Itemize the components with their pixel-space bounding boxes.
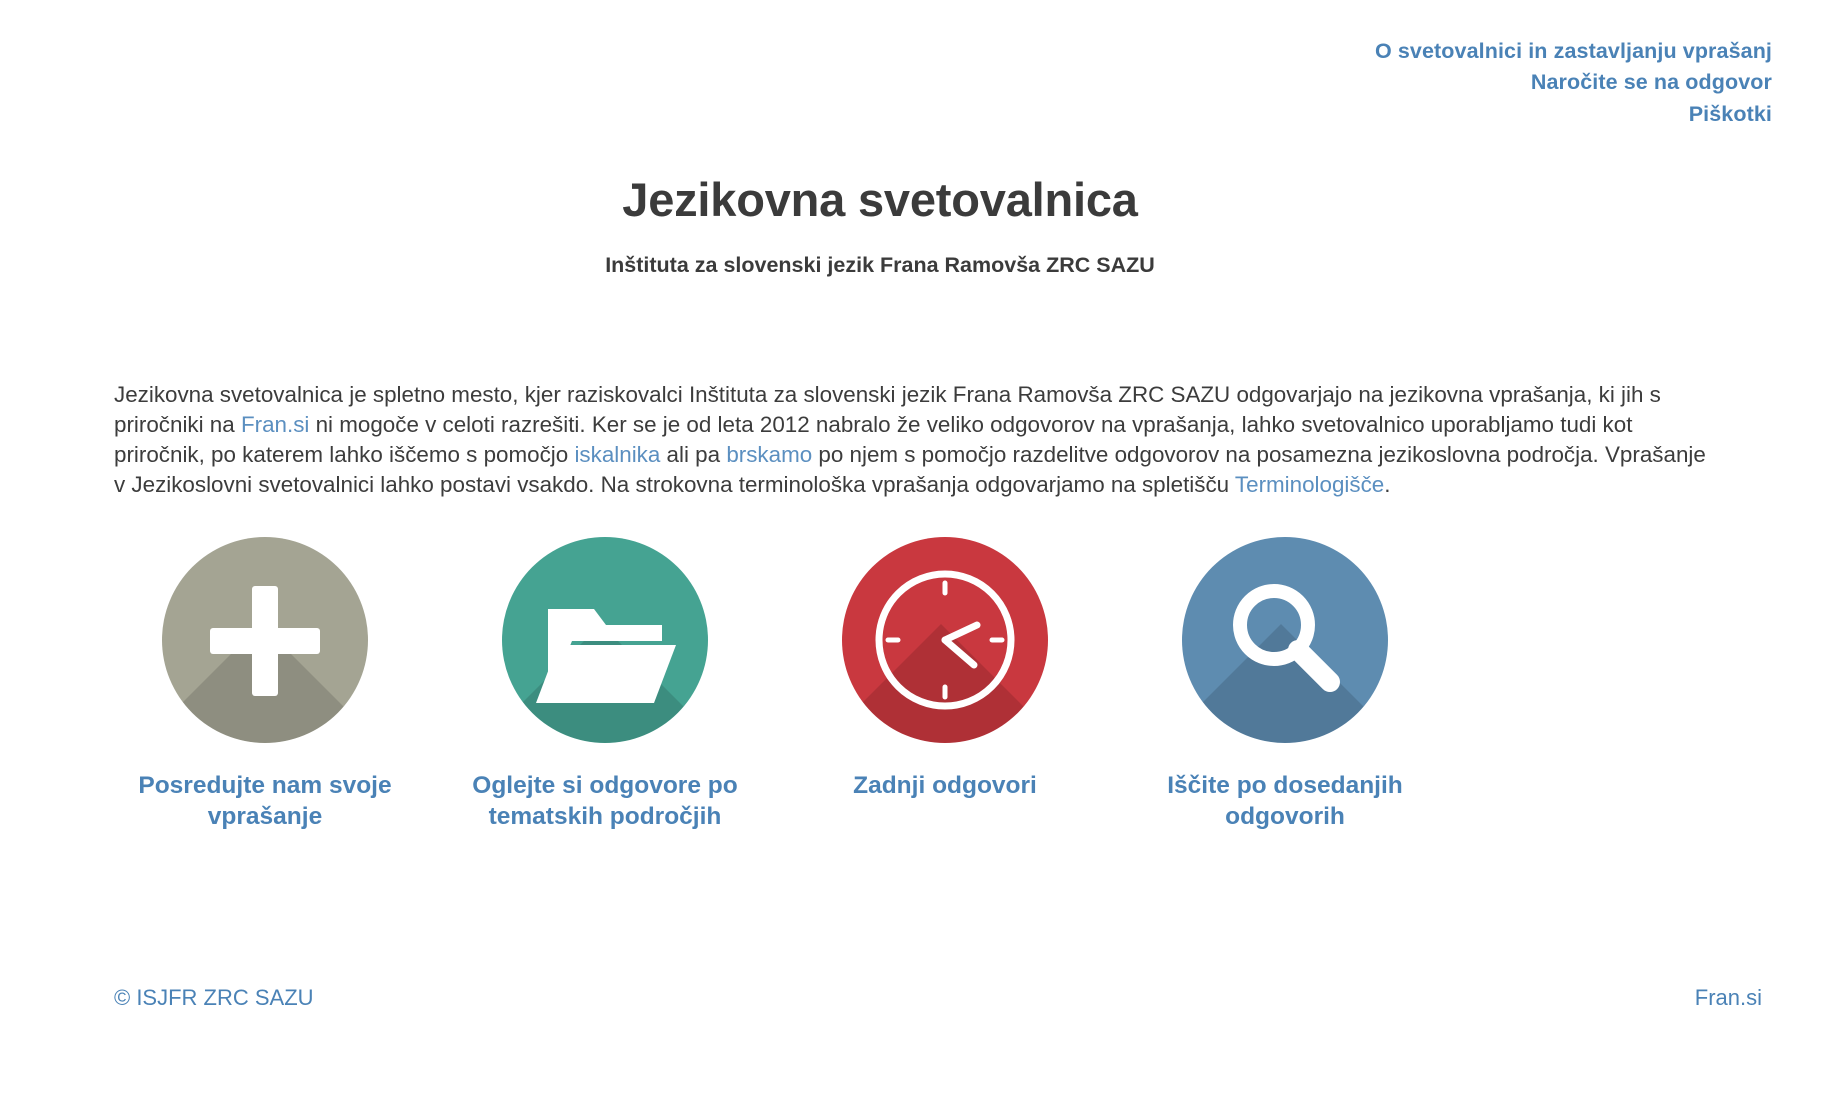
- clock-icon: [842, 537, 1048, 743]
- nav-subscribe[interactable]: Naročite se na odgovor: [1530, 70, 1772, 95]
- link-iskalnika[interactable]: iskalnika: [574, 441, 661, 467]
- intro-text-4: po njem s pomočjo razdelitve odgovorov na posamezna jezikoslovna področja. Vprašanje v Jezikoslovni svetovalnici lahko postavi vsakdo. Na strokovna terminološka vprašanja odgovarjamo na spletišču: [114, 441, 1706, 497]
- tile-label-4: Iščite po dosedanjih odgovorih: [1167, 772, 1403, 831]
- intro-text-5: .: [1384, 471, 1391, 497]
- tile-label-3: Zadnji odgovori: [853, 772, 1037, 799]
- folder-icon: [502, 537, 708, 743]
- intro-text-1: Jezikovna svetovalnica je spletno mesto, kjer raziskovalci Inštituta za slovenski jezik Frana Ramovša ZRC SAZU odgovarjajo na jezikovna vprašanja, ki jih s priročniki na: [114, 382, 1661, 438]
- intro-paragraph: [114, 380, 1720, 499]
- link-terminologisce[interactable]: Terminologišče: [1234, 471, 1385, 497]
- plus-bar-vertical: [252, 586, 278, 696]
- tile-icon-wrap-2: [502, 537, 708, 743]
- intro-text-3: ali pa: [660, 441, 727, 467]
- header-block: [0, 172, 1760, 278]
- intro-text-2: ni mogoče v celoti razrešiti. Ker se je od leta 2012 nabralo že veliko odgovorov na vprašanja, lahko svetovalnico uporabljamo tudi kot priročnik, po katerem lahko iščemo s pomočjo: [114, 412, 1633, 467]
- tile-browse-topics[interactable]: [440, 537, 770, 832]
- tile-search-answers[interactable]: [1120, 537, 1450, 832]
- tile-label-2: Oglejte si odgovore po tematskih področjih: [472, 772, 738, 831]
- tile-icon-wrap-3: [842, 537, 1048, 743]
- footer-fran-link[interactable]: Fran.si: [1694, 985, 1762, 1010]
- magnifier-icon: [1182, 537, 1388, 743]
- nav-about[interactable]: O svetovalnici in zastavljanju vprašanj: [1374, 39, 1772, 63]
- tile-latest-answers[interactable]: [780, 537, 1110, 832]
- link-fran-si[interactable]: Fran.si: [240, 412, 310, 438]
- tile-row: [100, 537, 1740, 832]
- top-navigation: [1375, 36, 1772, 130]
- plus-icon: [162, 537, 368, 743]
- tile-label-1: Posredujte nam svoje vprašanje: [138, 772, 392, 831]
- page-subtitle: Inštituta za slovenski jezik Frana Ramovša ZRC SAZU: [605, 253, 1155, 277]
- tile-submit-question[interactable]: [100, 537, 430, 832]
- page-title: Jezikovna svetovalnica: [622, 173, 1138, 226]
- tile-icon-wrap-1: [162, 537, 368, 743]
- link-brskamo[interactable]: brskamo: [726, 441, 813, 467]
- tile-icon-wrap-4: [1182, 537, 1388, 743]
- nav-cookies[interactable]: Piškotki: [1688, 101, 1772, 126]
- footer-copyright: [114, 985, 314, 1011]
- footer-copyright-link[interactable]: © ISJFR ZRC SAZU: [114, 985, 314, 1010]
